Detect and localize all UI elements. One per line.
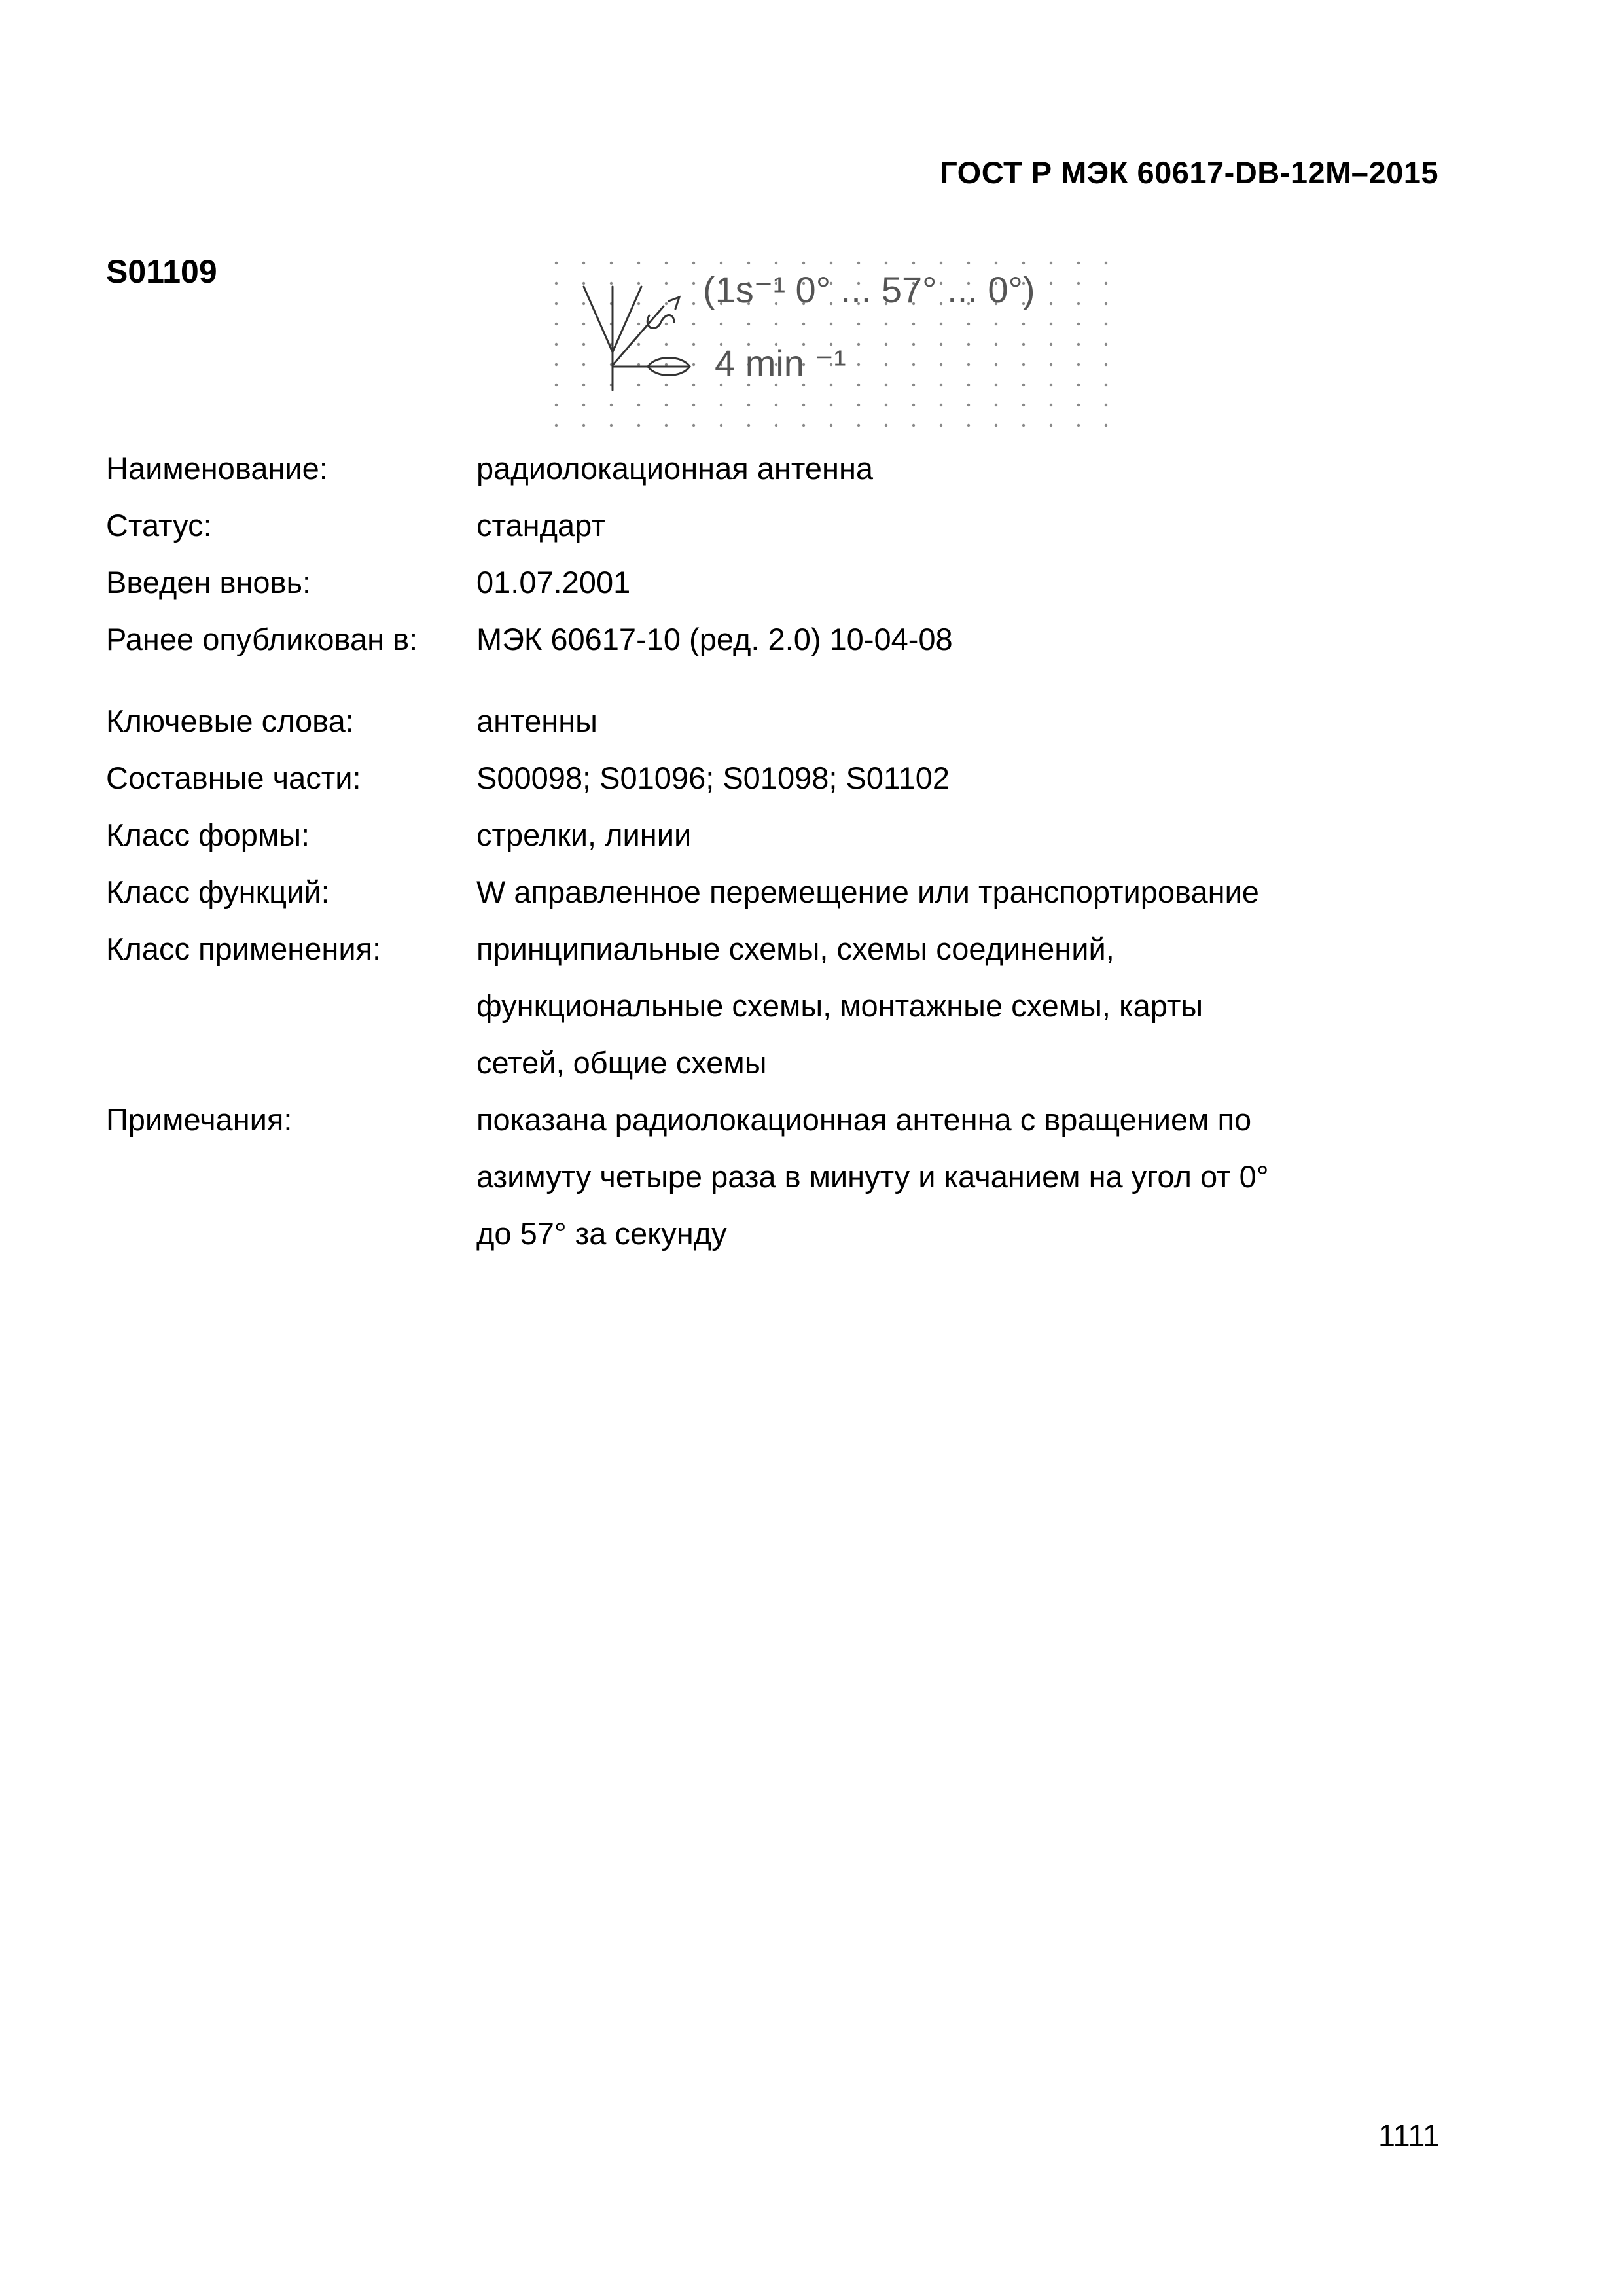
grid-dot (995, 384, 997, 386)
grid-dot (967, 343, 970, 346)
grid-dot (1050, 262, 1052, 264)
grid-dot (665, 262, 668, 264)
grid-dot (885, 384, 887, 386)
field-application-class (106, 920, 1480, 1091)
grid-dot (582, 404, 585, 406)
grid-dot (775, 424, 777, 427)
grid-dot (830, 384, 832, 386)
grid-dot (582, 323, 585, 325)
grid-dot (637, 262, 640, 264)
grid-dot (555, 323, 558, 325)
grid-dot (830, 262, 832, 264)
grid-dot (967, 424, 970, 427)
grid-dot (940, 384, 942, 386)
grid-dot (747, 404, 750, 406)
grid-dot (775, 404, 777, 406)
grid-dot (665, 302, 668, 305)
grid-dot (1105, 282, 1107, 285)
grid-dot (637, 323, 640, 325)
grid-dot (857, 343, 860, 346)
grid-dot (720, 262, 722, 264)
grid-dot (857, 363, 860, 366)
field-components (106, 749, 1480, 806)
grid-dot (555, 343, 558, 346)
field-value (476, 1091, 1347, 1262)
grid-dot (1050, 302, 1052, 305)
grid-dot (555, 262, 558, 264)
grid-dot (1022, 262, 1025, 264)
field-label: Класс функций: (106, 874, 330, 909)
grid-dot (912, 262, 915, 264)
grid-dot (967, 323, 970, 325)
field-introduced (106, 554, 1480, 611)
grid-dot (1050, 424, 1052, 427)
grid-dot (1077, 323, 1080, 325)
grid-dot (995, 363, 997, 366)
grid-dot (1105, 404, 1107, 406)
grid-dot (637, 424, 640, 427)
radar-antenna-icon (551, 254, 1113, 431)
grid-dot (747, 384, 750, 386)
figure-label-top: (1s⁻¹ 0° ... 57° ... 0°) (703, 269, 1035, 310)
grid-dot (802, 384, 805, 386)
grid-dot (1022, 384, 1025, 386)
grid-dot (775, 323, 777, 325)
grid-dot (665, 404, 668, 406)
field-label: Ранее опубликован в: (106, 622, 418, 656)
grid-dot (1050, 384, 1052, 386)
grid-dot (582, 343, 585, 346)
grid-dot (720, 404, 722, 406)
grid-dot (995, 424, 997, 427)
field-value: стандарт (476, 508, 605, 543)
grid-dot (1105, 302, 1107, 305)
grid-dot (555, 404, 558, 406)
grid-dot (885, 424, 887, 427)
field-label: Примечания: (106, 1102, 293, 1137)
grid-dot (1022, 323, 1025, 325)
grid-dot (912, 363, 915, 366)
grid-dot (610, 424, 613, 427)
grid-dot (1105, 384, 1107, 386)
value-line: азимуту четыре раза в минуту и качанием на угол от 0° (476, 1159, 1269, 1194)
grid-dot (885, 323, 887, 325)
grid-dot (940, 262, 942, 264)
figure-label-bottom: 4 min ⁻¹ (715, 342, 846, 384)
grid-dot (692, 282, 695, 285)
field-label: Наименование: (106, 451, 328, 486)
page-number: 1111 (1378, 2118, 1440, 2153)
grid-dot (555, 363, 558, 366)
grid-dot (802, 323, 805, 325)
value-line: функциональные схемы, монтажные схемы, карты (476, 988, 1204, 1023)
field-value: МЭК 60617-10 (ред. 2.0) 10-04-08 (476, 622, 953, 656)
grid-dot (995, 404, 997, 406)
grid-dot (610, 282, 613, 285)
grid-dot (692, 404, 695, 406)
grid-dot (1077, 384, 1080, 386)
grid-dot (967, 404, 970, 406)
grid-dot (720, 424, 722, 427)
grid-dot (692, 384, 695, 386)
grid-dot (582, 282, 585, 285)
grid-dot (747, 424, 750, 427)
grid-dot (1077, 282, 1080, 285)
grid-dot (555, 384, 558, 386)
grid-dot (1105, 323, 1107, 325)
standard-designation: ГОСТ Р МЭК 60617-DB-12M–2015 (940, 155, 1438, 190)
grid-dot (857, 262, 860, 264)
grid-dot (967, 363, 970, 366)
grid-dot (940, 343, 942, 346)
grid-dot (940, 424, 942, 427)
grid-dot (637, 384, 640, 386)
grid-dot (610, 262, 613, 264)
grid-dot (1050, 282, 1052, 285)
grid-dot (747, 262, 750, 264)
grid-dot (747, 323, 750, 325)
grid-dot (582, 262, 585, 264)
grid-dot (885, 343, 887, 346)
grid-dot (665, 424, 668, 427)
grid-dot (830, 424, 832, 427)
field-value: антенны (476, 704, 597, 738)
grid-dot (857, 404, 860, 406)
value-line: принципиальные схемы, схемы соединений, (476, 931, 1115, 966)
grid-dot (1050, 323, 1052, 325)
grid-dot (665, 282, 668, 285)
grid-dot (1105, 343, 1107, 346)
grid-dot (1105, 424, 1107, 427)
grid-dot (692, 302, 695, 305)
grid-dot (857, 424, 860, 427)
field-notes (106, 1091, 1480, 1262)
field-label: Ключевые слова: (106, 704, 354, 738)
field-value: S00098; S01096; S01098; S01102 (476, 761, 950, 795)
grid-dot (665, 343, 668, 346)
grid-dot (582, 424, 585, 427)
field-status (106, 497, 1480, 554)
value-line: до 57° за секунду (476, 1216, 727, 1251)
field-value: W аправленное перемещение или транспортирование (476, 874, 1259, 909)
grid-dot (830, 323, 832, 325)
grid-dot (775, 384, 777, 386)
value-line: сетей, общие схемы (476, 1045, 767, 1080)
grid-dot (665, 323, 668, 325)
grid-dot (802, 424, 805, 427)
grid-dot (912, 424, 915, 427)
grid-dot (1077, 363, 1080, 366)
field-function-class (106, 863, 1480, 920)
grid-dot (582, 302, 585, 305)
antenna-symbol (584, 287, 690, 390)
field-label: Класс формы: (106, 817, 310, 852)
grid-dot (1077, 424, 1080, 427)
grid-dot (555, 424, 558, 427)
grid-dot (885, 262, 887, 264)
grid-dot (912, 323, 915, 325)
grid-dot (940, 363, 942, 366)
grid-dot (692, 424, 695, 427)
grid-dot (692, 363, 695, 366)
grid-dot (637, 343, 640, 346)
grid-dot (830, 404, 832, 406)
grid-dot (912, 343, 915, 346)
grid-dot (940, 404, 942, 406)
grid-dot (885, 363, 887, 366)
grid-dot (637, 302, 640, 305)
grid-dot (1077, 262, 1080, 264)
grid-dot (555, 302, 558, 305)
grid-dot (610, 404, 613, 406)
grid-dot (692, 343, 695, 346)
grid-dot (665, 384, 668, 386)
grid-dot (1022, 363, 1025, 366)
grid-dot (555, 282, 558, 285)
grid-dot (940, 323, 942, 325)
grid-dot (1050, 404, 1052, 406)
field-value (476, 920, 1347, 1091)
grid-dot (1105, 363, 1107, 366)
field-keywords (106, 692, 1480, 749)
grid-dot (802, 262, 805, 264)
grid-dot (720, 384, 722, 386)
grid-dot (1022, 343, 1025, 346)
grid-dot (1022, 424, 1025, 427)
grid-dot (582, 363, 585, 366)
field-value: 01.07.2001 (476, 565, 631, 600)
grid-dot (692, 262, 695, 264)
grid-dot (637, 282, 640, 285)
grid-dot (637, 404, 640, 406)
field-value: радиолокационная антенна (476, 451, 874, 486)
grid-dot (967, 384, 970, 386)
field-label: Статус: (106, 508, 212, 543)
symbol-id: S01109 (106, 253, 217, 290)
grid-dot (1077, 343, 1080, 346)
grid-dot (912, 404, 915, 406)
grid-dot (995, 343, 997, 346)
field-label: Класс применения: (106, 931, 382, 966)
grid-dot (720, 323, 722, 325)
value-line: показана радиолокационная антенна с вращением по (476, 1102, 1252, 1137)
grid-dot (802, 404, 805, 406)
grid-dot (1050, 363, 1052, 366)
grid-dot (885, 404, 887, 406)
grid-dot (775, 262, 777, 264)
grid-dot (857, 384, 860, 386)
grid-dot (582, 384, 585, 386)
grid-dot (995, 262, 997, 264)
grid-dot (1022, 404, 1025, 406)
symbol-figure (551, 254, 1113, 431)
field-shape-class (106, 806, 1480, 863)
grid-dot (1077, 404, 1080, 406)
grid-dot (1105, 262, 1107, 264)
grid-dot (967, 262, 970, 264)
symbol-fields (106, 440, 1480, 1262)
grid-dot (912, 384, 915, 386)
field-name (106, 440, 1480, 497)
field-label: Составные части: (106, 761, 361, 795)
grid-dot (995, 323, 997, 325)
field-label: Введен вновь: (106, 565, 312, 600)
field-value: стрелки, линии (476, 817, 692, 852)
grid-dot (692, 323, 695, 325)
grid-dot (1077, 302, 1080, 305)
grid-dot (857, 323, 860, 325)
grid-dot (1050, 343, 1052, 346)
field-published (106, 611, 1480, 668)
